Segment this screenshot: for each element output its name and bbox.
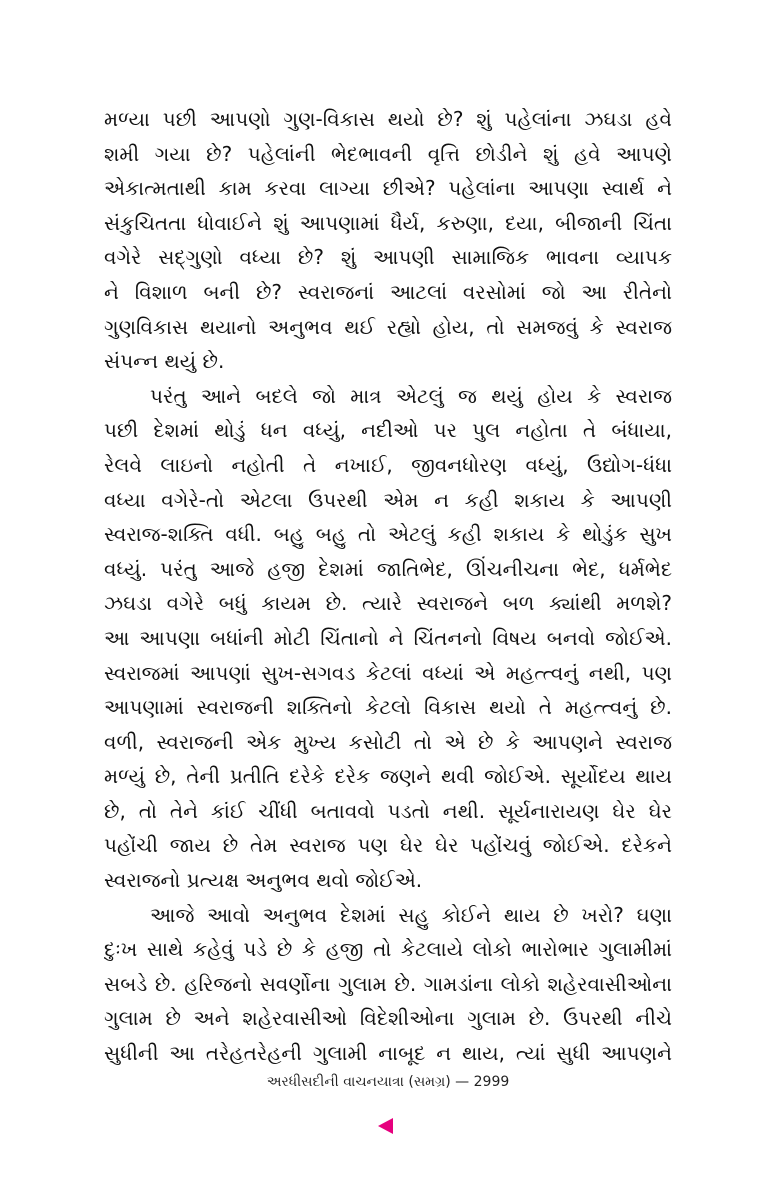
- page-footer: અરધીસદીની વાચનયાત્રા (સમગ્ર) — 2999: [266, 1074, 510, 1090]
- text-line: ગુણવિકાસ થયાનો અનુભવ થઈ રહ્યો હોય, તો સમજવું કે સ્વરાજ: [104, 314, 672, 339]
- body-text: [104, 102, 672, 1071]
- text-line: સુધીની આ તરેહતરેહની ગુલામી નાબૂદ ન થાય, ત્યાં સુધી આપણને: [104, 1041, 672, 1066]
- text-line: રેલવે લાઇનો નહોતી તે નખાઈ, જીવનધોરણ વધ્યું, ઉદ્યોગ-ધંધા: [104, 452, 672, 477]
- text-line: ઝઘડા વગેરે બધું કાયમ છે. ત્યારે સ્વરાજને બળ ક્યાંથી મળશે?: [104, 591, 672, 616]
- paragraph-2: [104, 379, 672, 898]
- text-line: દુઃખ સાથે કહેવું પડે છે કે હજી તો કેટલાયે લોકો ભારોભાર ગુલામીમાં: [104, 937, 672, 962]
- text-line: એકાત્મતાથી કામ કરવા લાગ્યા છીએ? પહેલાંના આપણા સ્વાર્થ ને: [104, 176, 672, 201]
- text-line: શમી ગયા છે? પહેલાંની ભેદભાવની વૃત્તિ છોડીને શું હવે આપણે: [104, 141, 672, 166]
- text-line: મળ્યું છે, તેની પ્રતીતિ દરેકે દરેક જણને થવી જોઈએ. સૂર્યોદય થાય: [104, 764, 672, 789]
- text-line: સંપન્ન થયું છે.: [104, 349, 225, 374]
- text-line: વધ્યું. પરંતુ આજે હજી દેશમાં જાતિભેદ, ઊંચનીચના ભેદ, ધર્મભેદ: [104, 556, 672, 581]
- triangle-left-icon[interactable]: [378, 1118, 393, 1134]
- text-line: પહોંચી જાય છે તેમ સ્વરાજ પણ ઘેર ઘેર પહોંચવું જોઈએ. દરેકને: [104, 833, 672, 858]
- text-line: મળ્યા પછી આપણો ગુણ-વિકાસ થયો છે? શું પહેલાંના ઝઘડા હવે: [104, 107, 672, 131]
- text-line: ને વિશાળ બની છે? સ્વરાજનાં આટલાં વરસોમાં જો આ રીતેનો: [104, 279, 672, 304]
- text-line: વધ્યા વગેરે-તો એટલા ઉપરથી એમ ન કહી શકાય કે આપણી: [104, 487, 672, 512]
- text-line: પછી દેશમાં થોડું ધન વધ્યું, નદીઓ પર પુલ નહોતા તે બંધાયા,: [104, 418, 672, 443]
- text-line: આજે આવો અનુભવ દેશમાં સહુ કોઈને થાય છે ખરો? ઘણા: [150, 902, 672, 927]
- paragraph-1: [104, 102, 672, 379]
- text-line: સંકુચિતતા ધોવાઈને શું આપણામાં ધૈર્ય, કરુણા, દયા, બીજાની ચિંતા: [104, 210, 672, 235]
- text-line: વળી, સ્વરાજની એક મુખ્ય કસોટી તો એ છે કે આપણને સ્વરાજ: [104, 729, 672, 754]
- text-line: છે, તો તેને કાંઈ ચીંધી બતાવવો પડતો નથી. સૂર્યનારાયણ ઘેર ઘેર: [104, 798, 672, 823]
- text-line: આ આપણા બધાંની મોટી ચિંતાનો ને ચિંતનનો વિષય બનવો જોઈએ.: [104, 625, 672, 650]
- text-line: વગેરે સદ્ગુણો વધ્યા છે? શું આપણી સામાજિક ભાવના વ્યાપક: [104, 245, 672, 270]
- text-line: સબડે છે. હરિજનો સવર્ણોના ગુલામ છે. ગામડાંના લોકો શહેરવાસીઓના: [104, 971, 672, 996]
- text-line: પરંતુ આને બદલે જો માત્ર એટલું જ થયું હોય કે સ્વરાજ: [150, 383, 672, 408]
- text-line: ગુલામ છે અને શહેરવાસીઓ વિદેશીઓના ગુલામ છે. ઉપરથી નીચે: [104, 1006, 672, 1031]
- text-line: સ્વરાજનો પ્રત્યક્ષ અનુભવ થવો જોઈએ.: [104, 868, 423, 893]
- text-line: સ્વરાજ-શક્તિ વધી. બહુ બહુ તો એટલું કહી શકાય કે થોડુંક સુખ: [104, 522, 672, 547]
- paragraph-3: [104, 898, 672, 1071]
- text-line: સ્વરાજમાં આપણાં સુખ-સગવડ કેટલાં વધ્યાં એ મહત્ત્વનું નથી, પણ: [104, 660, 672, 685]
- text-line: આપણામાં સ્વરાજની શક્તિનો કેટલો વિકાસ થયો તે મહત્ત્વનું છે.: [104, 695, 672, 720]
